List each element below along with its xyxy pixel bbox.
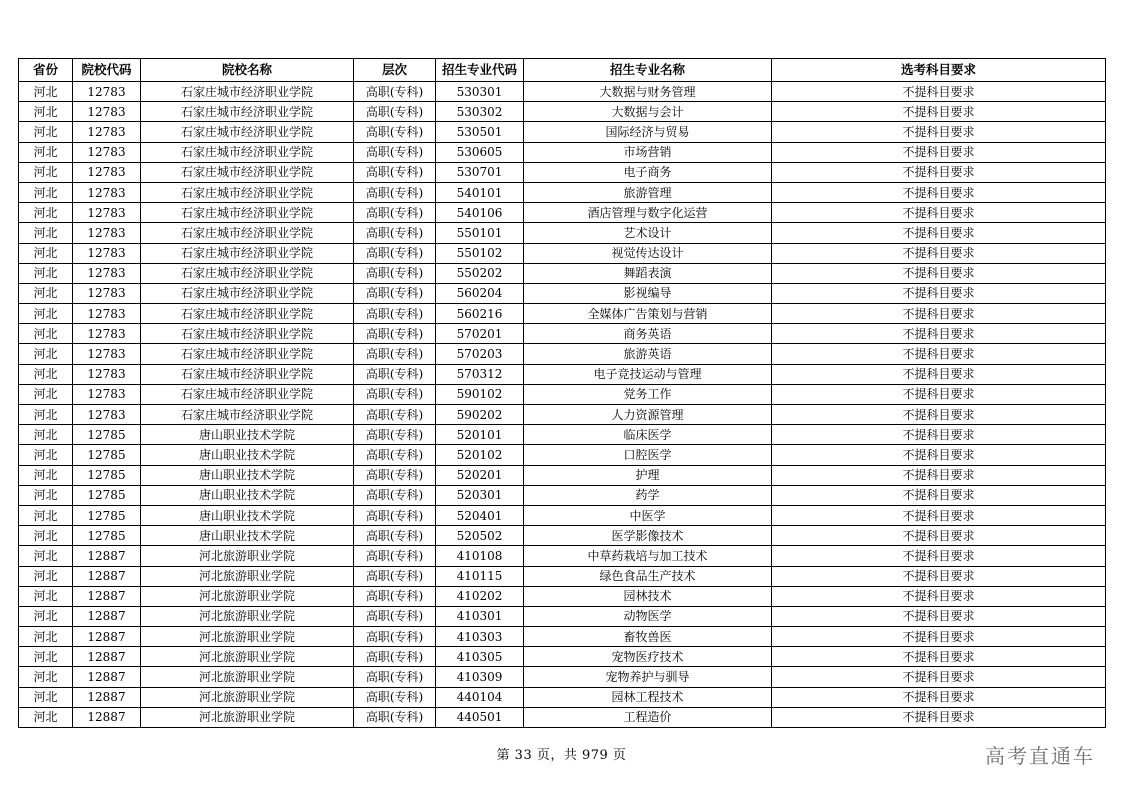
cell-school-code: 12887 [73,586,141,606]
cell-school-code: 12887 [73,566,141,586]
cell-major-code: 540106 [436,203,524,223]
cell-subject-requirement: 不提科目要求 [772,364,1106,384]
cell-major-code: 520301 [436,485,524,505]
cell-province: 河北 [19,384,73,404]
cell-province: 河北 [19,425,73,445]
cell-major-name: 口腔医学 [524,445,772,465]
cell-major-name: 旅游管理 [524,182,772,202]
cell-school-name: 石家庄城市经济职业学院 [141,82,354,102]
cell-province: 河北 [19,707,73,727]
cell-province: 河北 [19,243,73,263]
cell-level: 高职(专科) [354,263,436,283]
cell-level: 高职(专科) [354,203,436,223]
watermark: 高考直通车 [985,744,1095,768]
header-school-code: 院校代码 [73,59,141,82]
cell-major-code: 590202 [436,405,524,425]
cell-school-code: 12785 [73,445,141,465]
cell-school-code: 12785 [73,526,141,546]
cell-school-name: 河北旅游职业学院 [141,566,354,586]
cell-subject-requirement: 不提科目要求 [772,263,1106,283]
cell-major-code: 560204 [436,283,524,303]
cell-school-name: 石家庄城市经济职业学院 [141,304,354,324]
cell-school-code: 12785 [73,425,141,445]
cell-major-name: 药学 [524,485,772,505]
cell-school-name: 唐山职业技术学院 [141,465,354,485]
table-row [19,82,1106,102]
cell-major-code: 440104 [436,687,524,707]
header-subject-requirement: 选考科目要求 [772,59,1106,82]
table-row [19,647,1106,667]
cell-school-name: 河北旅游职业学院 [141,647,354,667]
cell-school-name: 石家庄城市经济职业学院 [141,122,354,142]
table-row [19,405,1106,425]
cell-subject-requirement: 不提科目要求 [772,162,1106,182]
cell-level: 高职(专科) [354,122,436,142]
cell-school-name: 河北旅游职业学院 [141,586,354,606]
table-row [19,182,1106,202]
cell-level: 高职(专科) [354,425,436,445]
cell-subject-requirement: 不提科目要求 [772,707,1106,727]
cell-major-code: 410303 [436,627,524,647]
cell-subject-requirement: 不提科目要求 [772,182,1106,202]
cell-level: 高职(专科) [354,142,436,162]
cell-major-code: 530302 [436,102,524,122]
cell-major-name: 大数据与财务管理 [524,82,772,102]
cell-province: 河北 [19,344,73,364]
cell-school-code: 12783 [73,142,141,162]
table-row [19,667,1106,687]
table-row [19,485,1106,505]
cell-major-name: 大数据与会计 [524,102,772,122]
cell-school-code: 12887 [73,606,141,626]
cell-school-code: 12887 [73,627,141,647]
cell-level: 高职(专科) [354,687,436,707]
cell-major-name: 旅游英语 [524,344,772,364]
cell-province: 河北 [19,586,73,606]
cell-school-code: 12887 [73,707,141,727]
table-row [19,505,1106,525]
cell-major-name: 宠物医疗技术 [524,647,772,667]
cell-level: 高职(专科) [354,546,436,566]
cell-major-code: 570203 [436,344,524,364]
cell-major-name: 电子竞技运动与管理 [524,364,772,384]
cell-subject-requirement: 不提科目要求 [772,142,1106,162]
cell-level: 高职(专科) [354,324,436,344]
cell-province: 河北 [19,283,73,303]
cell-province: 河北 [19,263,73,283]
header-major-code: 招生专业代码 [436,59,524,82]
table-row [19,566,1106,586]
cell-school-code: 12887 [73,647,141,667]
cell-subject-requirement: 不提科目要求 [772,687,1106,707]
cell-subject-requirement: 不提科目要求 [772,667,1106,687]
cell-major-name: 中医学 [524,505,772,525]
cell-school-name: 石家庄城市经济职业学院 [141,324,354,344]
cell-major-code: 590102 [436,384,524,404]
cell-school-name: 唐山职业技术学院 [141,526,354,546]
cell-school-code: 12783 [73,162,141,182]
table-row [19,324,1106,344]
cell-major-name: 临床医学 [524,425,772,445]
cell-subject-requirement: 不提科目要求 [772,465,1106,485]
cell-major-code: 530701 [436,162,524,182]
cell-subject-requirement: 不提科目要求 [772,102,1106,122]
cell-school-name: 石家庄城市经济职业学院 [141,364,354,384]
cell-level: 高职(专科) [354,82,436,102]
cell-school-name: 河北旅游职业学院 [141,627,354,647]
table-row [19,445,1106,465]
cell-major-name: 宠物养护与驯导 [524,667,772,687]
table-row [19,122,1106,142]
cell-province: 河北 [19,667,73,687]
cell-school-code: 12887 [73,687,141,707]
cell-province: 河北 [19,647,73,667]
cell-subject-requirement: 不提科目要求 [772,82,1106,102]
cell-major-code: 520101 [436,425,524,445]
table-row [19,384,1106,404]
cell-subject-requirement: 不提科目要求 [772,304,1106,324]
cell-school-name: 石家庄城市经济职业学院 [141,223,354,243]
table-row [19,526,1106,546]
cell-major-code: 550102 [436,243,524,263]
cell-major-name: 医学影像技术 [524,526,772,546]
cell-major-code: 410309 [436,667,524,687]
cell-major-name: 电子商务 [524,162,772,182]
cell-major-name: 商务英语 [524,324,772,344]
table-row [19,162,1106,182]
cell-school-name: 唐山职业技术学院 [141,445,354,465]
table-body [19,82,1106,728]
cell-school-name: 河北旅游职业学院 [141,707,354,727]
cell-school-code: 12783 [73,324,141,344]
cell-major-code: 410115 [436,566,524,586]
cell-level: 高职(专科) [354,384,436,404]
cell-province: 河北 [19,324,73,344]
cell-school-code: 12783 [73,122,141,142]
cell-level: 高职(专科) [354,283,436,303]
cell-subject-requirement: 不提科目要求 [772,647,1106,667]
cell-school-code: 12783 [73,82,141,102]
cell-subject-requirement: 不提科目要求 [772,223,1106,243]
cell-school-code: 12783 [73,223,141,243]
cell-level: 高职(专科) [354,667,436,687]
cell-school-name: 石家庄城市经济职业学院 [141,405,354,425]
cell-province: 河北 [19,526,73,546]
cell-major-name: 艺术设计 [524,223,772,243]
cell-subject-requirement: 不提科目要求 [772,505,1106,525]
cell-major-code: 530301 [436,82,524,102]
cell-level: 高职(专科) [354,566,436,586]
cell-school-name: 石家庄城市经济职业学院 [141,162,354,182]
cell-level: 高职(专科) [354,162,436,182]
cell-subject-requirement: 不提科目要求 [772,627,1106,647]
cell-school-code: 12783 [73,384,141,404]
table-row [19,687,1106,707]
page-number: 第 33 页，共 979 页 [496,748,627,763]
cell-major-code: 410202 [436,586,524,606]
cell-province: 河北 [19,566,73,586]
cell-major-name: 党务工作 [524,384,772,404]
cell-province: 河北 [19,445,73,465]
cell-major-code: 550202 [436,263,524,283]
cell-province: 河北 [19,182,73,202]
cell-level: 高职(专科) [354,606,436,626]
cell-major-code: 440501 [436,707,524,727]
cell-subject-requirement: 不提科目要求 [772,586,1106,606]
cell-province: 河北 [19,122,73,142]
cell-level: 高职(专科) [354,465,436,485]
cell-major-name: 国际经济与贸易 [524,122,772,142]
cell-province: 河北 [19,203,73,223]
cell-major-code: 530605 [436,142,524,162]
cell-school-name: 河北旅游职业学院 [141,606,354,626]
cell-level: 高职(专科) [354,586,436,606]
cell-province: 河北 [19,505,73,525]
cell-major-name: 视觉传达设计 [524,243,772,263]
cell-major-code: 520102 [436,445,524,465]
cell-subject-requirement: 不提科目要求 [772,425,1106,445]
cell-school-code: 12785 [73,465,141,485]
cell-level: 高职(专科) [354,344,436,364]
cell-level: 高职(专科) [354,707,436,727]
cell-subject-requirement: 不提科目要求 [772,203,1106,223]
header-school-name: 院校名称 [141,59,354,82]
cell-subject-requirement: 不提科目要求 [772,566,1106,586]
cell-level: 高职(专科) [354,445,436,465]
cell-subject-requirement: 不提科目要求 [772,324,1106,344]
cell-province: 河北 [19,546,73,566]
cell-province: 河北 [19,465,73,485]
cell-subject-requirement: 不提科目要求 [772,122,1106,142]
cell-subject-requirement: 不提科目要求 [772,445,1106,465]
cell-major-code: 560216 [436,304,524,324]
table-row [19,546,1106,566]
cell-province: 河北 [19,162,73,182]
table-row [19,465,1106,485]
cell-major-code: 410301 [436,606,524,626]
cell-level: 高职(专科) [354,526,436,546]
header-province: 省份 [19,59,73,82]
cell-school-name: 唐山职业技术学院 [141,425,354,445]
table-row [19,425,1106,445]
cell-subject-requirement: 不提科目要求 [772,283,1106,303]
cell-school-code: 12783 [73,364,141,384]
cell-subject-requirement: 不提科目要求 [772,526,1106,546]
cell-level: 高职(专科) [354,647,436,667]
cell-level: 高职(专科) [354,304,436,324]
cell-school-code: 12783 [73,283,141,303]
table-row [19,102,1106,122]
cell-school-code: 12783 [73,243,141,263]
cell-level: 高职(专科) [354,364,436,384]
cell-major-code: 520401 [436,505,524,525]
cell-level: 高职(专科) [354,182,436,202]
table-row [19,142,1106,162]
table-row [19,243,1106,263]
cell-school-name: 石家庄城市经济职业学院 [141,243,354,263]
cell-major-name: 中草药栽培与加工技术 [524,546,772,566]
table-row [19,606,1106,626]
cell-school-code: 12783 [73,182,141,202]
cell-school-code: 12783 [73,405,141,425]
cell-province: 河北 [19,82,73,102]
cell-school-code: 12783 [73,304,141,324]
cell-province: 河北 [19,142,73,162]
cell-major-code: 520502 [436,526,524,546]
table-row [19,263,1106,283]
cell-school-name: 河北旅游职业学院 [141,667,354,687]
table-row [19,344,1106,364]
cell-province: 河北 [19,364,73,384]
table-row [19,707,1106,727]
cell-school-name: 石家庄城市经济职业学院 [141,102,354,122]
cell-major-name: 全媒体广告策划与营销 [524,304,772,324]
cell-school-name: 河北旅游职业学院 [141,546,354,566]
header-major-name: 招生专业名称 [524,59,772,82]
cell-province: 河北 [19,687,73,707]
cell-subject-requirement: 不提科目要求 [772,405,1106,425]
table-header-row [19,59,1106,82]
cell-subject-requirement: 不提科目要求 [772,485,1106,505]
cell-subject-requirement: 不提科目要求 [772,384,1106,404]
cell-level: 高职(专科) [354,485,436,505]
cell-school-name: 石家庄城市经济职业学院 [141,203,354,223]
cell-school-name: 石家庄城市经济职业学院 [141,263,354,283]
cell-major-name: 园林工程技术 [524,687,772,707]
cell-major-name: 护理 [524,465,772,485]
cell-province: 河北 [19,223,73,243]
cell-level: 高职(专科) [354,102,436,122]
cell-school-code: 12785 [73,485,141,505]
admission-table [18,58,1106,728]
cell-school-code: 12783 [73,344,141,364]
cell-major-code: 530501 [436,122,524,142]
cell-major-name: 绿色食品生产技术 [524,566,772,586]
cell-subject-requirement: 不提科目要求 [772,606,1106,626]
cell-major-name: 酒店管理与数字化运营 [524,203,772,223]
cell-school-name: 唐山职业技术学院 [141,505,354,525]
cell-province: 河北 [19,405,73,425]
table-row [19,223,1106,243]
cell-major-code: 570312 [436,364,524,384]
cell-level: 高职(专科) [354,243,436,263]
table-row [19,364,1106,384]
cell-school-name: 石家庄城市经济职业学院 [141,384,354,404]
cell-major-name: 园林技术 [524,586,772,606]
cell-school-name: 石家庄城市经济职业学院 [141,142,354,162]
cell-school-code: 12783 [73,203,141,223]
cell-level: 高职(专科) [354,505,436,525]
cell-subject-requirement: 不提科目要求 [772,546,1106,566]
table-row [19,283,1106,303]
cell-province: 河北 [19,485,73,505]
cell-major-code: 540101 [436,182,524,202]
table-row [19,586,1106,606]
cell-major-name: 市场营销 [524,142,772,162]
cell-school-name: 石家庄城市经济职业学院 [141,344,354,364]
cell-school-name: 唐山职业技术学院 [141,485,354,505]
cell-level: 高职(专科) [354,405,436,425]
cell-level: 高职(专科) [354,627,436,647]
cell-school-code: 12783 [73,263,141,283]
cell-subject-requirement: 不提科目要求 [772,344,1106,364]
cell-level: 高职(专科) [354,223,436,243]
cell-school-code: 12785 [73,505,141,525]
cell-major-name: 舞蹈表演 [524,263,772,283]
cell-school-code: 12887 [73,667,141,687]
cell-school-code: 12887 [73,546,141,566]
cell-major-name: 影视编导 [524,283,772,303]
cell-school-name: 河北旅游职业学院 [141,687,354,707]
cell-school-code: 12783 [73,102,141,122]
table-row [19,304,1106,324]
header-level: 层次 [354,59,436,82]
cell-major-name: 人力资源管理 [524,405,772,425]
cell-major-code: 410305 [436,647,524,667]
table-row [19,627,1106,647]
cell-major-code: 410108 [436,546,524,566]
cell-school-name: 石家庄城市经济职业学院 [141,182,354,202]
cell-major-name: 工程造价 [524,707,772,727]
cell-major-code: 520201 [436,465,524,485]
table-row [19,203,1106,223]
cell-province: 河北 [19,102,73,122]
cell-subject-requirement: 不提科目要求 [772,243,1106,263]
cell-major-code: 550101 [436,223,524,243]
cell-province: 河北 [19,606,73,626]
cell-major-name: 动物医学 [524,606,772,626]
cell-school-name: 石家庄城市经济职业学院 [141,283,354,303]
cell-major-name: 畜牧兽医 [524,627,772,647]
cell-province: 河北 [19,627,73,647]
cell-province: 河北 [19,304,73,324]
cell-major-code: 570201 [436,324,524,344]
